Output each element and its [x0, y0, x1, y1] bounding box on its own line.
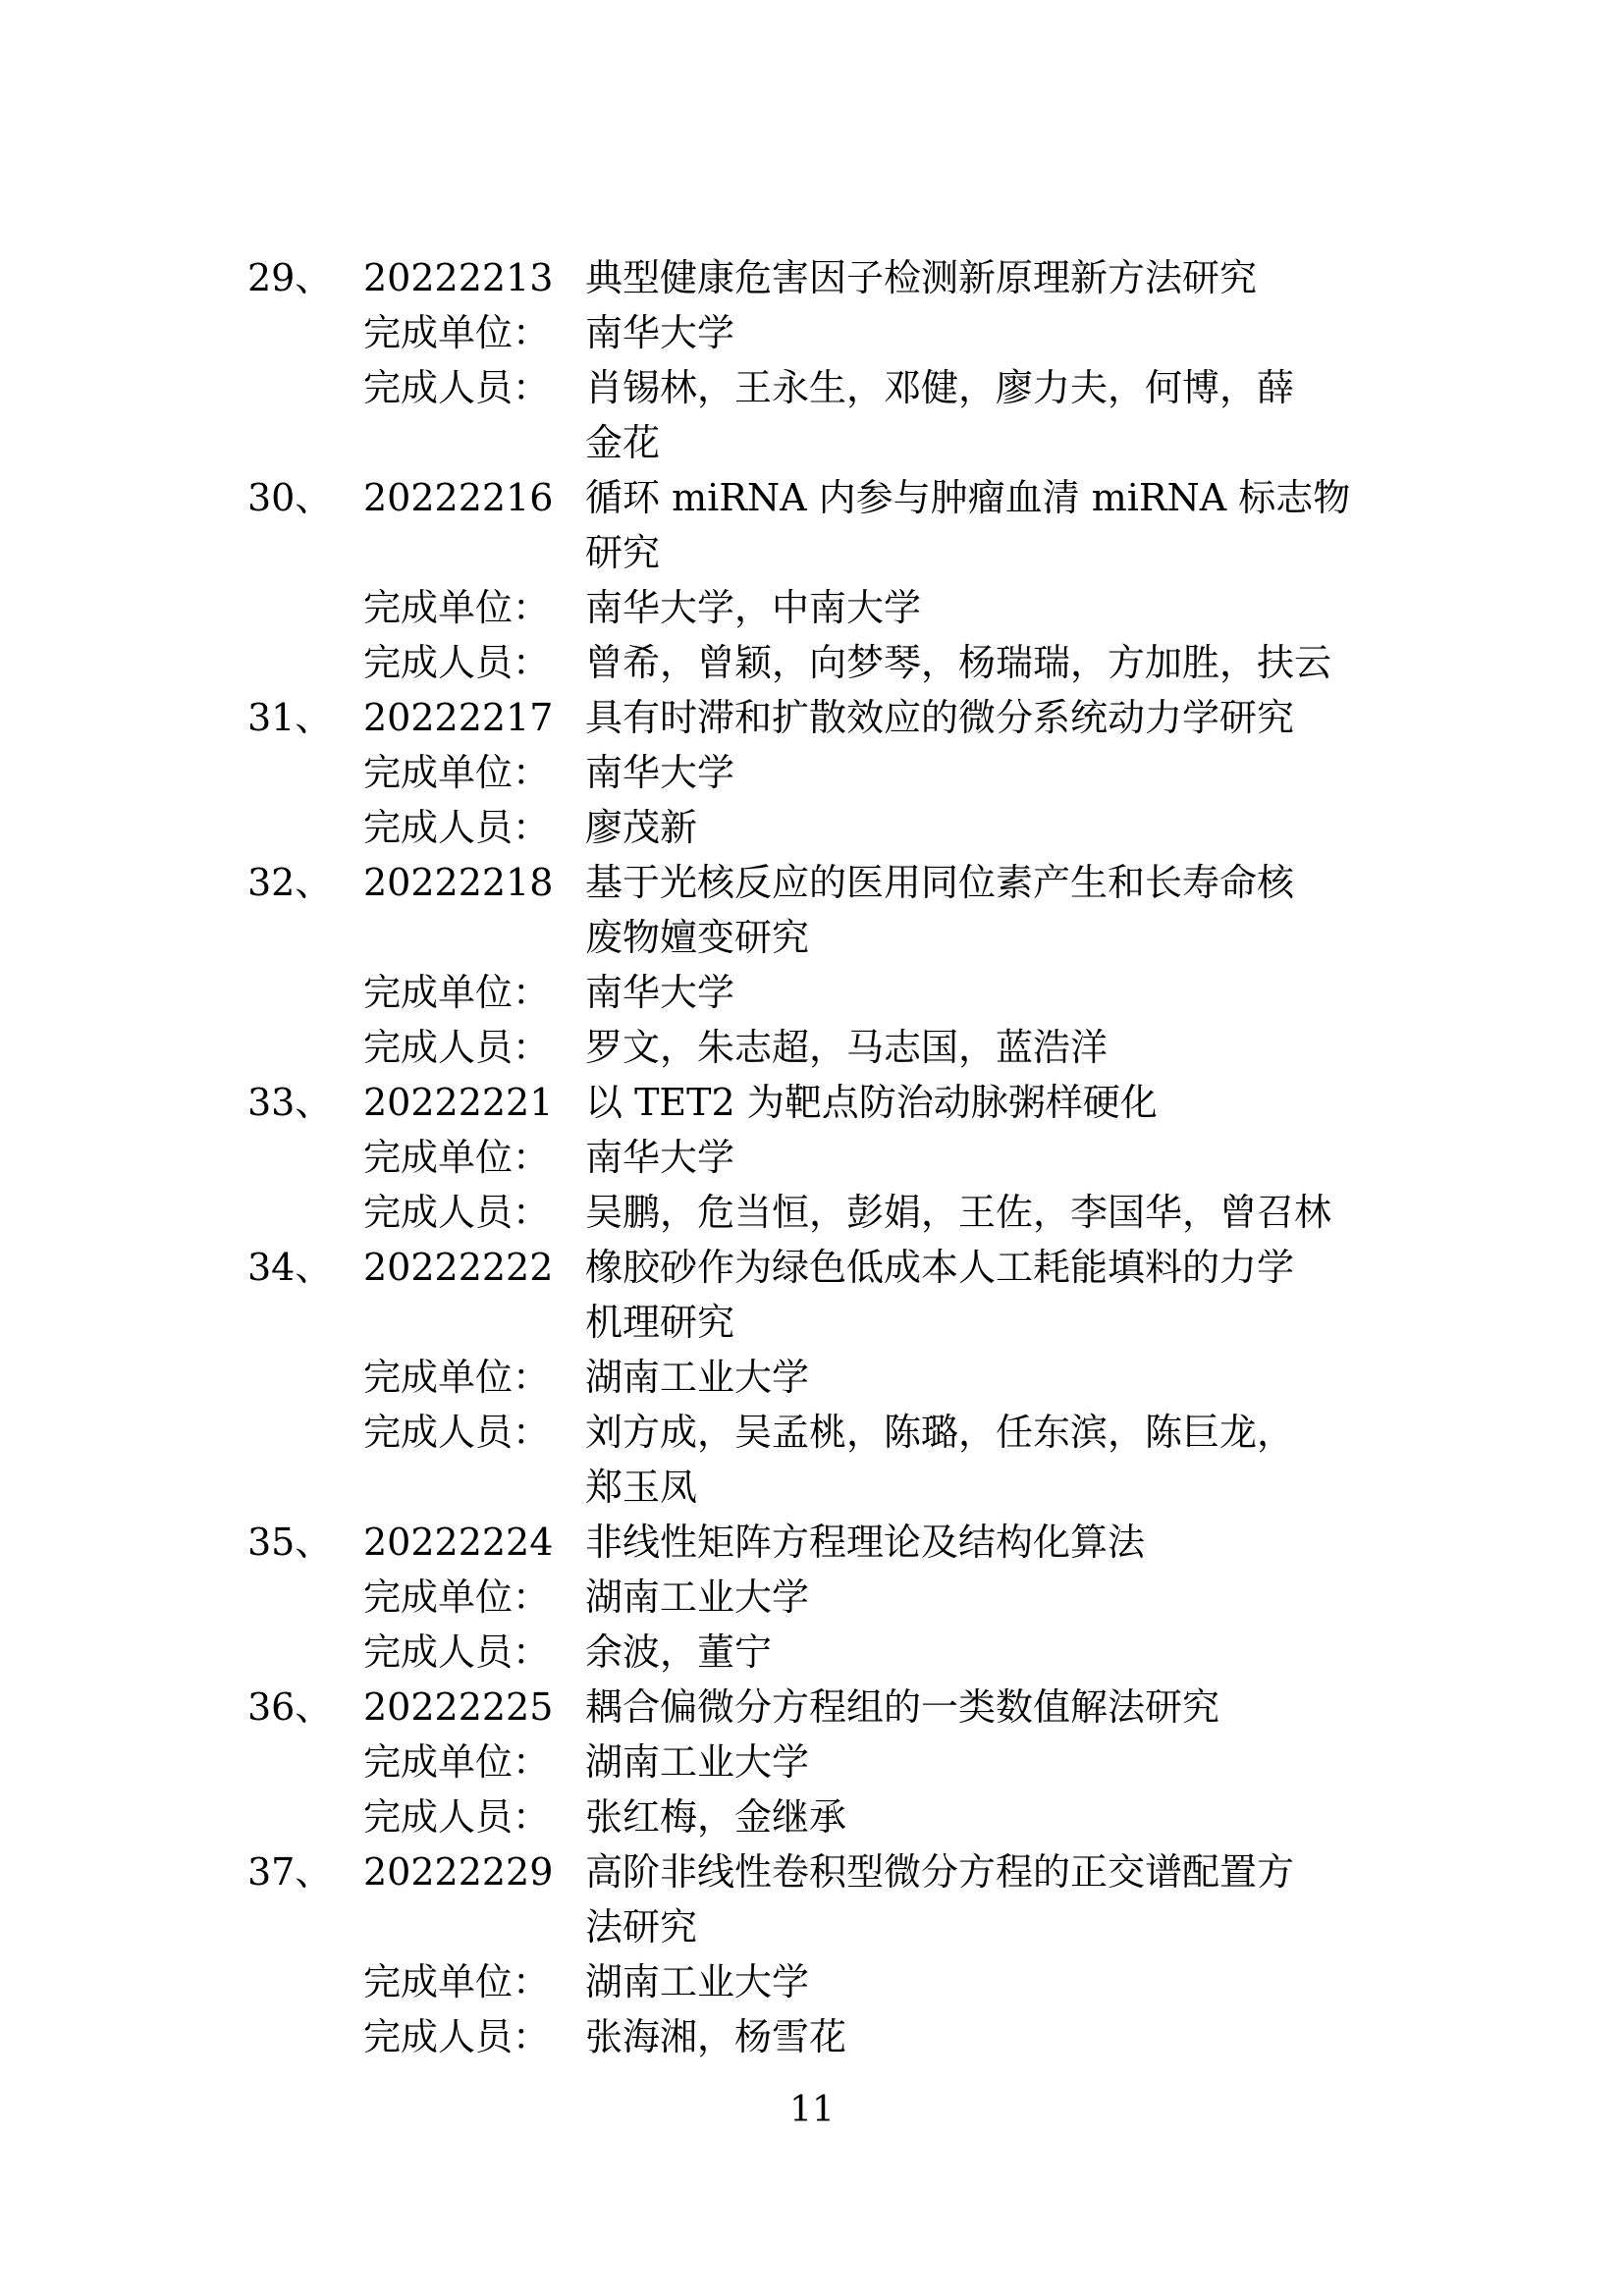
- text-row: 吴鹏，危当恒，彭娟，王佐，李国华，曾召林: [585, 1191, 1332, 1234]
- completion-unit-line: [0, 1735, 1624, 1789]
- text-row: 余波，董宁: [585, 1630, 773, 1674]
- completion-unit-line: [0, 1350, 1624, 1405]
- completion-unit: [585, 1570, 1390, 1625]
- text-row: 南华大学: [585, 751, 735, 794]
- text-row: 典型健康危害因子检测新原理新方法研究: [585, 256, 1258, 299]
- project-entry: [0, 1844, 1624, 2064]
- project-index: 33、: [247, 1081, 333, 1124]
- text-row: 机理研究: [585, 1301, 735, 1344]
- project-title-line: [0, 1844, 1624, 1954]
- people-label: 完成人员：: [363, 1630, 551, 1674]
- project-title-line: [0, 470, 1624, 580]
- project-entry: [0, 250, 1624, 470]
- completion-unit: [585, 745, 1390, 800]
- project-title-line: [0, 1515, 1624, 1570]
- completion-people: [585, 1789, 1390, 1844]
- text-row: 南华大学: [585, 1136, 735, 1179]
- project-index: 37、: [247, 1850, 333, 1894]
- project-title: [585, 470, 1390, 580]
- text-row: 曾希，曾颖，向梦琴，杨瑞瑞，方加胜，扶云: [585, 641, 1332, 684]
- text-row: 高阶非线性卷积型微分方程的正交谱配置方: [585, 1850, 1295, 1894]
- project-title: [585, 1515, 1390, 1570]
- completion-people: [585, 800, 1390, 855]
- people-label: 完成人员：: [363, 2015, 551, 2058]
- project-title-line: [0, 1680, 1624, 1735]
- completion-people: [585, 1625, 1390, 1680]
- project-entry: [0, 1075, 1624, 1240]
- unit-label: 完成单位：: [363, 1960, 551, 2003]
- unit-label: 完成单位：: [363, 1740, 551, 1784]
- people-label: 完成人员：: [363, 1795, 551, 1839]
- text-row: 循环 miRNA 内参与肿瘤血清 miRNA 标志物: [585, 476, 1351, 519]
- completion-unit: [585, 1350, 1390, 1405]
- completion-people: [585, 635, 1390, 690]
- project-title: [585, 690, 1390, 745]
- project-title-line: [0, 1075, 1624, 1130]
- completion-people-line: [0, 1185, 1624, 1240]
- project-entry: [0, 1680, 1624, 1844]
- text-row: 非线性矩阵方程理论及结构化算法: [585, 1521, 1146, 1564]
- text-row: 南华大学，中南大学: [585, 586, 922, 629]
- completion-people-line: [0, 2009, 1624, 2064]
- project-title: [585, 1680, 1390, 1735]
- unit-label: 完成单位：: [363, 971, 551, 1014]
- text-row: 南华大学: [585, 971, 735, 1014]
- completion-people-line: [0, 1625, 1624, 1680]
- text-row: 耦合偏微分方程组的一类数值解法研究: [585, 1685, 1220, 1729]
- completion-people: [585, 1185, 1390, 1240]
- text-row: 湖南工业大学: [585, 1960, 810, 2003]
- project-title: [585, 250, 1390, 305]
- project-title: [585, 1075, 1390, 1130]
- text-row: 废物嬗变研究: [585, 916, 810, 959]
- project-code: 20222218: [363, 861, 554, 904]
- text-row: 湖南工业大学: [585, 1575, 810, 1619]
- text-row: 研究: [585, 531, 661, 574]
- project-code: 20222229: [363, 1850, 554, 1894]
- completion-unit: [585, 580, 1390, 635]
- text-row: 张红梅，金继承: [585, 1795, 847, 1839]
- project-code: 20222225: [363, 1685, 554, 1729]
- project-code: 20222216: [363, 476, 554, 519]
- completion-people: [585, 2009, 1390, 2064]
- completion-unit: [585, 965, 1390, 1020]
- completion-unit-line: [0, 745, 1624, 800]
- project-title: [585, 855, 1390, 965]
- text-row: 罗文，朱志超，马志国，蓝浩洋: [585, 1026, 1109, 1069]
- completion-people-line: [0, 635, 1624, 690]
- unit-label: 完成单位：: [363, 1136, 551, 1179]
- people-label: 完成人员：: [363, 366, 551, 409]
- completion-people-line: [0, 800, 1624, 855]
- completion-unit-line: [0, 305, 1624, 360]
- project-entry: [0, 855, 1624, 1075]
- unit-label: 完成单位：: [363, 1575, 551, 1619]
- completion-unit-line: [0, 965, 1624, 1020]
- project-index: 34、: [247, 1246, 333, 1289]
- completion-unit: [585, 1735, 1390, 1789]
- completion-people: [585, 1020, 1390, 1075]
- text-row: 刘方成，吴孟桃，陈璐，任东滨，陈巨龙，: [585, 1411, 1295, 1454]
- text-row: 郑玉凤: [585, 1466, 698, 1509]
- text-row: 橡胶砂作为绿色低成本人工耗能填料的力学: [585, 1246, 1295, 1289]
- completion-unit: [585, 305, 1390, 360]
- project-title-line: [0, 250, 1624, 305]
- unit-label: 完成单位：: [363, 586, 551, 629]
- people-label: 完成人员：: [363, 1411, 551, 1454]
- project-index: 31、: [247, 696, 333, 739]
- project-index: 30、: [247, 476, 333, 519]
- project-title: [585, 1844, 1390, 1954]
- project-title-line: [0, 1240, 1624, 1350]
- project-index: 32、: [247, 861, 333, 904]
- project-title-line: [0, 690, 1624, 745]
- people-label: 完成人员：: [363, 641, 551, 684]
- text-row: 具有时滞和扩散效应的微分系统动力学研究: [585, 696, 1295, 739]
- project-entry: [0, 1515, 1624, 1680]
- people-label: 完成人员：: [363, 1026, 551, 1069]
- completion-unit-line: [0, 580, 1624, 635]
- completion-people-line: [0, 1789, 1624, 1844]
- people-label: 完成人员：: [363, 806, 551, 849]
- completion-people: [585, 360, 1390, 470]
- text-row: 廖茂新: [585, 806, 698, 849]
- text-row: 金花: [585, 421, 661, 464]
- project-entry: [0, 470, 1624, 690]
- project-index: 29、: [247, 256, 333, 299]
- text-row: 湖南工业大学: [585, 1356, 810, 1399]
- completion-unit-line: [0, 1570, 1624, 1625]
- project-code: 20222224: [363, 1521, 554, 1564]
- completion-unit-line: [0, 1954, 1624, 2009]
- project-code: 20222221: [363, 1081, 554, 1124]
- unit-label: 完成单位：: [363, 1356, 551, 1399]
- completion-people-line: [0, 1020, 1624, 1075]
- unit-label: 完成单位：: [363, 311, 551, 354]
- completion-people-line: [0, 360, 1624, 470]
- unit-label: 完成单位：: [363, 751, 551, 794]
- project-title-line: [0, 855, 1624, 965]
- completion-unit: [585, 1954, 1390, 2009]
- text-row: 以 TET2 为靶点防治动脉粥样硬化: [585, 1081, 1158, 1124]
- project-title: [585, 1240, 1390, 1350]
- text-row: 南华大学: [585, 311, 735, 354]
- text-row: 张海湘，杨雪花: [585, 2015, 847, 2058]
- completion-people: [585, 1405, 1390, 1515]
- project-entry: [0, 690, 1624, 855]
- people-label: 完成人员：: [363, 1191, 551, 1234]
- completion-unit-line: [0, 1130, 1624, 1185]
- text-row: 基于光核反应的医用同位素产生和长寿命核: [585, 861, 1295, 904]
- project-code: 20222217: [363, 696, 554, 739]
- text-row: 法研究: [585, 1905, 698, 1949]
- project-code: 20222213: [363, 256, 554, 299]
- completion-unit: [585, 1130, 1390, 1185]
- project-index: 36、: [247, 1685, 333, 1729]
- page-number: 11: [789, 2090, 835, 2130]
- completion-people-line: [0, 1405, 1624, 1515]
- project-index: 35、: [247, 1521, 333, 1564]
- project-entry: [0, 1240, 1624, 1515]
- text-row: 湖南工业大学: [585, 1740, 810, 1784]
- text-row: 肖锡林，王永生，邓健，廖力夫，何博，薛: [585, 366, 1295, 409]
- project-code: 20222222: [363, 1246, 554, 1289]
